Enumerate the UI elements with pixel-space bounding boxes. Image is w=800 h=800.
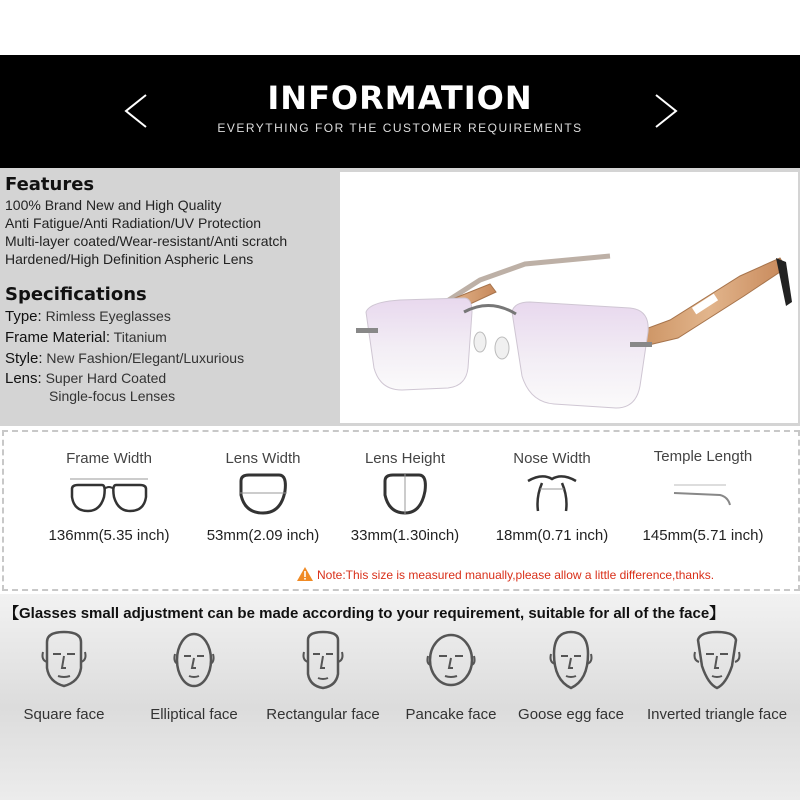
rectangular-face-icon — [298, 630, 348, 692]
spec-key: Type: — [5, 308, 42, 325]
dimension-value: 136mm(5.35 inch) — [48, 527, 170, 544]
face-item — [256, 630, 390, 723]
dimension-temple-length — [620, 432, 786, 544]
spec-lens — [5, 369, 335, 388]
next-button[interactable] — [644, 91, 684, 131]
dimension-value: 53mm(2.09 inch) — [206, 527, 320, 544]
rimless-glasses-image — [340, 172, 798, 423]
spec-frame — [5, 327, 335, 348]
specifications-heading: Specifications — [5, 284, 147, 305]
chevron-right-icon — [644, 91, 684, 131]
face-label: Square face — [23, 706, 105, 723]
face-item — [638, 630, 796, 723]
spec-value: New Fashion/Elegant/Luxurious — [46, 350, 245, 366]
dimension-value: 145mm(5.71 inch) — [642, 527, 764, 544]
dimension-label: Frame Width — [66, 450, 152, 467]
product-photo — [340, 172, 798, 423]
spec-value: Rimless Eyeglasses — [45, 308, 171, 324]
feature-line: Hardened/High Definition Aspheric Lens — [5, 251, 254, 267]
face-item — [14, 630, 114, 723]
temple-length-icon — [668, 465, 738, 521]
square-face-icon — [39, 630, 89, 692]
dimension-nose-width — [486, 432, 618, 544]
spec-value: Super Hard Coated — [45, 370, 167, 386]
face-item — [138, 630, 250, 723]
dimension-lens-width — [198, 432, 328, 544]
lens-height-icon — [375, 467, 435, 523]
spec-value: Single-focus Lenses — [49, 388, 176, 404]
frame-width-icon — [64, 467, 154, 523]
feature-line: Anti Fatigue/Anti Radiation/UV Protection — [5, 215, 262, 231]
info-text — [5, 174, 335, 405]
face-label: Goose egg face — [518, 706, 624, 723]
lens-width-icon — [233, 467, 293, 523]
face-shapes-section — [0, 594, 800, 800]
info-banner — [0, 55, 800, 168]
dimension-value: 33mm(1.30inch) — [350, 527, 460, 544]
spec-type — [5, 306, 335, 327]
features-heading: Features — [5, 174, 95, 195]
dimension-value: 18mm(0.71 inch) — [495, 527, 609, 544]
pancake-face-icon — [426, 630, 476, 692]
face-label: Elliptical face — [150, 706, 238, 723]
banner-subtitle: EVERYTHING FOR THE CUSTOMER REQUIREMENTS — [217, 121, 583, 135]
face-item — [510, 630, 632, 723]
spec-style — [5, 348, 335, 369]
spec-value: Titanium — [113, 329, 167, 345]
size-note — [296, 566, 714, 582]
spec-key: Lens: — [5, 370, 42, 387]
faces-heading: 【Glasses small adjustment can be made according to your requirement, suitable for all of the face】 — [4, 605, 725, 622]
elliptical-face-icon — [169, 630, 219, 692]
feature-line: Multi-layer coated/Wear-resistant/Anti scratch — [5, 233, 288, 249]
note-text: Note:This size is measured manually,please allow a little difference,thanks. — [317, 568, 715, 582]
feature-line: 100% Brand New and High Quality — [5, 197, 222, 213]
dimension-lens-height — [338, 432, 472, 544]
face-label: Rectangular face — [266, 706, 380, 723]
dimension-label: Lens Height — [364, 450, 446, 467]
inverted-triangle-face-icon — [692, 630, 742, 692]
dimension-label: Nose Width — [513, 450, 591, 467]
dimension-label: Lens Width — [225, 450, 301, 467]
warning-icon — [296, 566, 314, 582]
dimension-frame-width — [46, 432, 172, 544]
face-item — [398, 630, 504, 723]
banner-title: INFORMATION — [267, 79, 533, 117]
spec-key: Style: — [5, 350, 43, 367]
face-label: Pancake face — [405, 706, 497, 723]
dimensions-panel — [2, 430, 800, 591]
dimension-label: Temple Length — [653, 448, 753, 465]
goose-egg-face-icon — [546, 630, 596, 692]
nose-width-icon — [522, 467, 582, 523]
spec-key: Frame Material: — [5, 329, 111, 346]
face-label: Inverted triangle face — [646, 706, 788, 723]
product-info-panel — [0, 168, 800, 426]
